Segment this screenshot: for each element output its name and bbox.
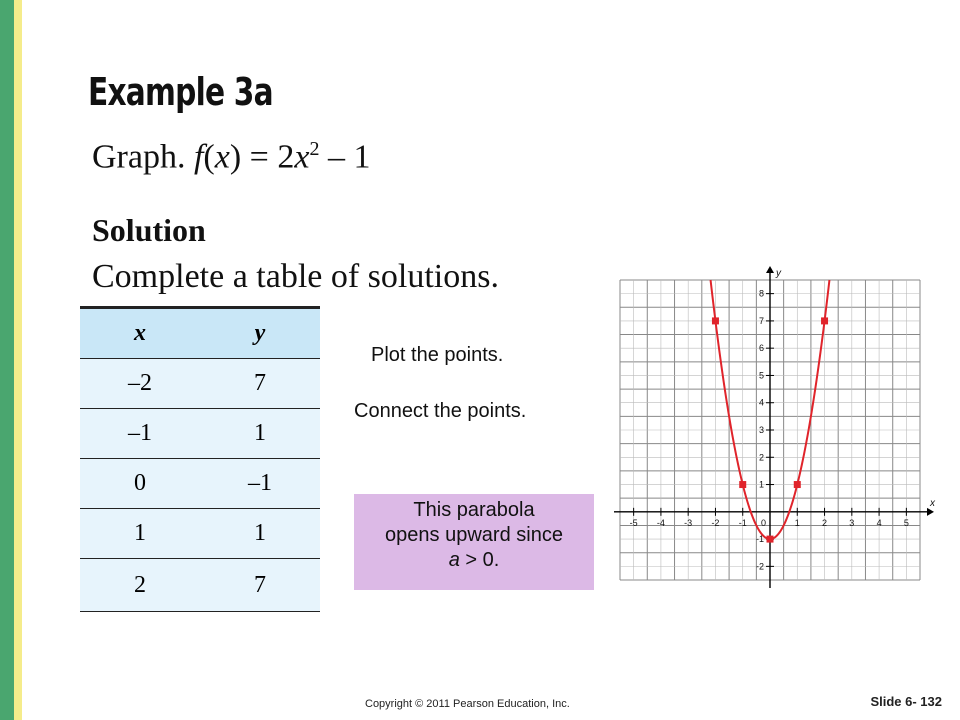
x-tick-label: -3 — [684, 517, 693, 528]
cell-y: 1 — [200, 409, 320, 459]
paren-close: ) — [229, 138, 242, 176]
x-tick-label: 4 — [876, 517, 882, 528]
x-tick-label: -5 — [629, 517, 638, 528]
solutions-table — [80, 306, 320, 612]
parabola-graph — [604, 262, 940, 602]
x-axis-label: x — [930, 497, 935, 509]
instruction-text: Complete a table of solutions. — [92, 258, 499, 295]
x-tick-label: -4 — [656, 517, 665, 528]
table-row — [80, 459, 320, 509]
callout-line-2: opens upward since — [385, 524, 563, 546]
callout-line-1: This parabola — [413, 499, 535, 521]
slide-number: Slide 6- 132 — [870, 694, 942, 709]
y-tick-label: -2 — [755, 561, 764, 572]
cell-y: –1 — [200, 459, 320, 509]
y-tick-label: 8 — [758, 288, 764, 299]
x-tick-label: -2 — [711, 517, 720, 528]
callout-var: a — [448, 549, 460, 571]
table-header-row — [80, 308, 320, 359]
callout-line-3 — [354, 548, 594, 573]
function-name: f — [193, 138, 204, 176]
data-point — [712, 317, 719, 324]
graph-prompt-lead: Graph. — [92, 138, 186, 176]
equation-exponent: 2 — [309, 138, 320, 160]
table-row — [80, 409, 320, 459]
parabola-callout — [354, 494, 594, 590]
data-point — [821, 317, 828, 324]
function-var: x — [214, 138, 230, 176]
x-tick-label: -1 — [738, 517, 747, 528]
equation-var: x — [294, 138, 310, 176]
axes — [614, 266, 934, 588]
cell-x: –2 — [80, 359, 200, 409]
y-tick-label: 6 — [758, 343, 764, 354]
paren-open: ( — [203, 138, 215, 176]
equation-rest: – 1 — [319, 138, 371, 176]
slide-title: Example 3a — [88, 70, 273, 114]
y-axis-arrow-icon — [766, 266, 774, 273]
y-tick-label: 1 — [758, 479, 764, 490]
data-point — [794, 481, 801, 488]
left-accent-bar — [0, 0, 14, 720]
equation-coef: = 2 — [241, 138, 295, 176]
x-tick-label: 3 — [849, 517, 855, 528]
data-point — [767, 536, 774, 543]
header-y: y — [200, 308, 320, 359]
table-row — [80, 359, 320, 409]
table-row — [80, 559, 320, 612]
y-tick-label: 5 — [758, 370, 764, 381]
cell-x: –1 — [80, 409, 200, 459]
graph-prompt — [92, 138, 370, 176]
x-axis-arrow-icon — [927, 508, 934, 516]
origin-label: 0 — [760, 517, 766, 528]
x-tick-label: 5 — [903, 517, 909, 528]
x-tick-label: 1 — [794, 517, 800, 528]
cell-y: 7 — [200, 559, 320, 612]
left-accent-stripe — [14, 0, 22, 720]
cell-x: 2 — [80, 559, 200, 612]
cell-x: 1 — [80, 509, 200, 559]
plot-note: Plot the points. — [371, 344, 504, 366]
cell-x: 0 — [80, 459, 200, 509]
copyright-text: Copyright © 2011 Pearson Education, Inc. — [365, 698, 570, 710]
y-tick-label: 2 — [758, 452, 764, 463]
y-tick-label: -1 — [755, 534, 764, 545]
y-axis-label: y — [776, 268, 781, 279]
cell-y: 1 — [200, 509, 320, 559]
table-row — [80, 509, 320, 559]
callout-rest: > 0. — [459, 549, 500, 571]
y-tick-label: 7 — [758, 315, 764, 326]
cell-y: 7 — [200, 359, 320, 409]
y-tick-label: 4 — [758, 397, 764, 408]
header-x: x — [80, 308, 200, 359]
y-tick-label: 3 — [758, 425, 764, 435]
data-point — [739, 481, 746, 488]
solution-heading: Solution — [92, 212, 206, 248]
x-tick-label: 2 — [822, 517, 828, 528]
connect-note: Connect the points. — [354, 400, 527, 422]
